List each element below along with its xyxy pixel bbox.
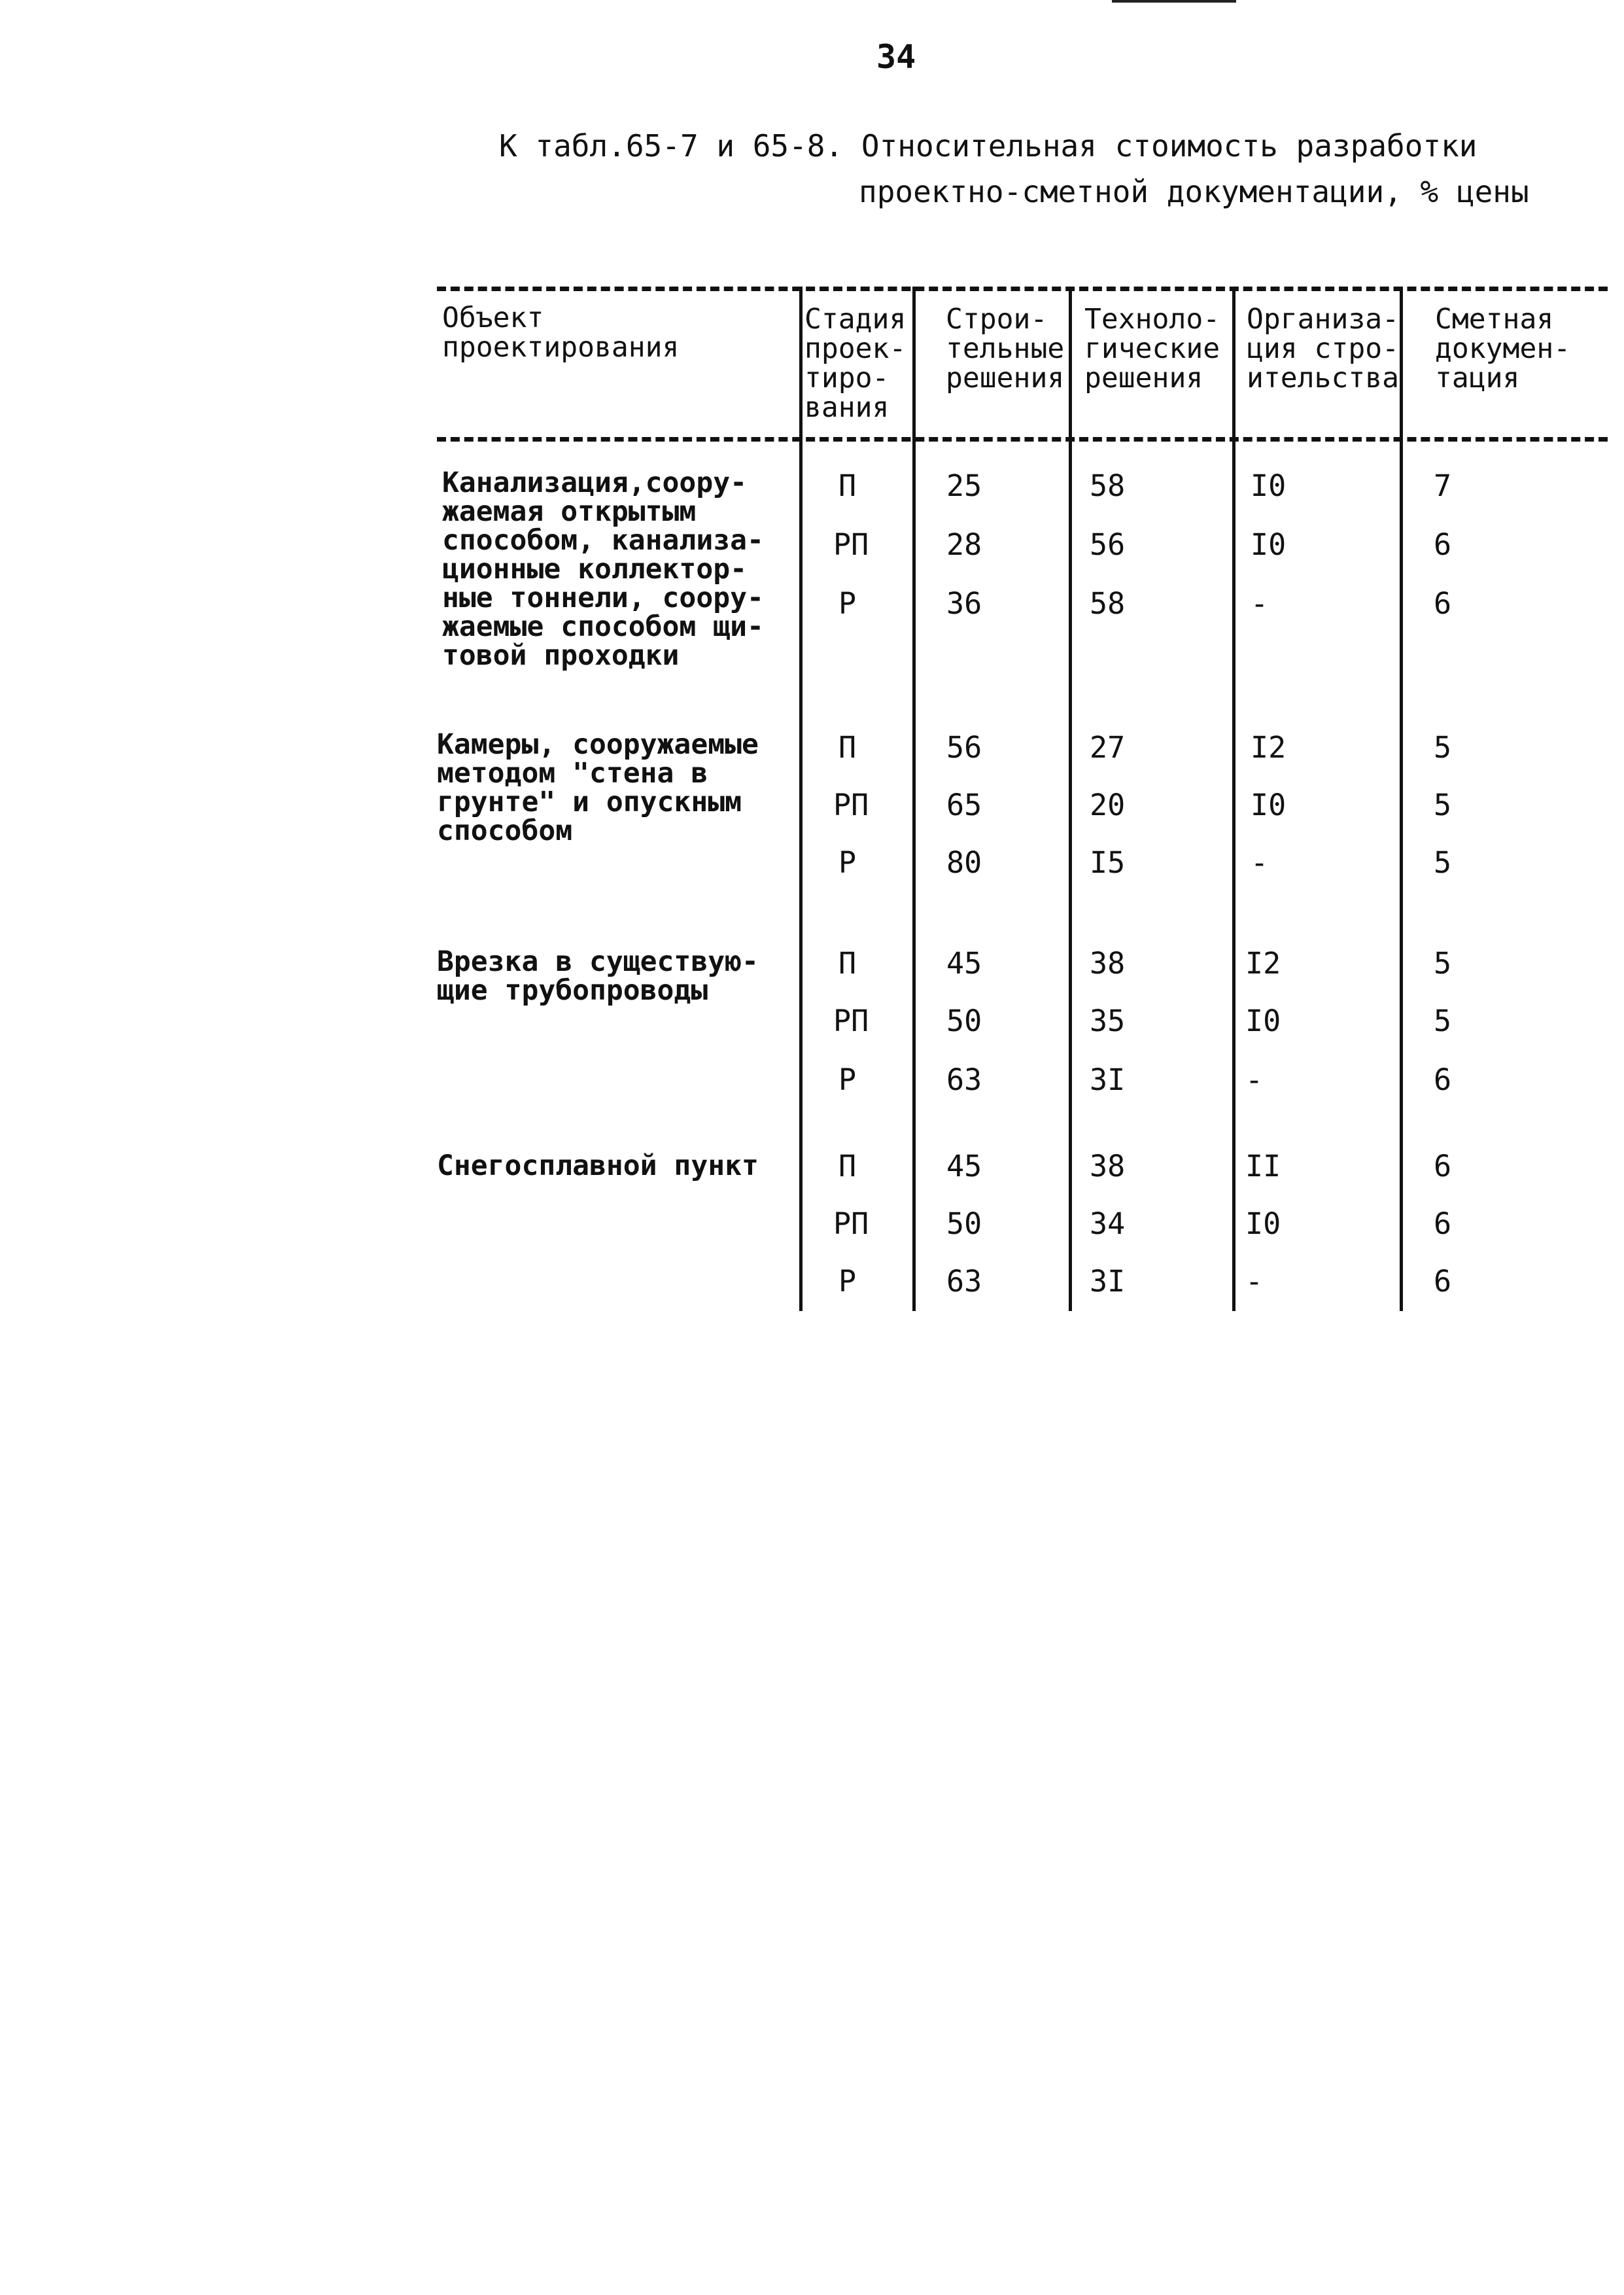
object-pipe-tapping: Врезка в существую- щие трубопроводы <box>437 945 759 1007</box>
construction-cell: 80 <box>946 845 982 880</box>
organization-cell: I0 <box>1245 1004 1281 1038</box>
column-divider-2 <box>912 287 916 1311</box>
construction-cell: 63 <box>946 1264 982 1299</box>
technology-cell: 20 <box>1090 788 1126 822</box>
header-organization: Организа- ция стро- ительства <box>1247 303 1399 394</box>
organization-cell: I2 <box>1251 730 1287 765</box>
technology-cell: 27 <box>1090 730 1126 765</box>
stage-cell: Р <box>838 845 857 880</box>
estimate-cell: 6 <box>1434 1264 1452 1299</box>
organization-cell: I2 <box>1245 946 1281 981</box>
stage-cell: Р <box>838 1264 857 1299</box>
estimate-cell: 5 <box>1434 788 1452 822</box>
stage-cell: РП <box>833 527 869 562</box>
technology-cell: 58 <box>1090 586 1126 621</box>
construction-cell: 45 <box>946 946 982 981</box>
stage-cell: РП <box>833 788 869 822</box>
stage-cell: П <box>838 946 857 981</box>
stage-cell: Р <box>838 586 857 621</box>
stage-cell: П <box>838 730 857 765</box>
header-object: Объект проектирования <box>442 302 680 364</box>
stage-cell: РП <box>833 1004 869 1038</box>
technology-cell: 34 <box>1090 1206 1126 1241</box>
construction-cell: 28 <box>946 527 982 562</box>
column-divider-1 <box>799 287 803 1311</box>
construction-cell: 25 <box>946 468 982 503</box>
organization-cell: - <box>1245 1062 1264 1097</box>
construction-cell: 50 <box>946 1206 982 1241</box>
estimate-cell: 6 <box>1434 1206 1452 1241</box>
estimate-cell: 7 <box>1434 468 1452 503</box>
top-rule <box>1112 0 1236 3</box>
estimate-cell: 6 <box>1434 1149 1452 1183</box>
column-divider-3 <box>1069 287 1072 1311</box>
construction-cell: 45 <box>946 1149 982 1183</box>
construction-cell: 65 <box>946 788 982 822</box>
technology-cell: 38 <box>1090 1149 1126 1183</box>
cost-table <box>437 287 1614 1314</box>
technology-cell: 56 <box>1090 527 1126 562</box>
organization-cell: - <box>1251 845 1269 880</box>
technology-cell: I5 <box>1090 845 1126 880</box>
organization-cell: II <box>1245 1149 1281 1183</box>
header-stage: Стадия проек- тиро- вания <box>804 303 907 424</box>
construction-cell: 50 <box>946 1004 982 1038</box>
object-chambers: Камеры, сооружаемые методом "стена в грунте" и опускным способом <box>437 728 759 847</box>
table-top-rule <box>437 287 1608 291</box>
column-divider-4 <box>1232 287 1235 1311</box>
header-technology: Техноло- гические решения <box>1084 303 1220 394</box>
object-sewerage: Канализация,соору- жаемая открытым способом, канализа- ционные коллектор- ные тоннели, соору- жаемые способом щи- товой проходки <box>442 466 764 672</box>
estimate-cell: 6 <box>1434 586 1452 621</box>
technology-cell: 38 <box>1090 946 1126 981</box>
table-caption-line-1: К табл.65-7 и 65-8. Относительная стоимость разработки <box>499 128 1477 164</box>
header-construction: Строи- тельные решения <box>946 303 1065 394</box>
estimate-cell: 6 <box>1434 527 1452 562</box>
header-estimate: Сметная докумен- тация <box>1435 303 1571 394</box>
technology-cell: 58 <box>1090 468 1126 503</box>
estimate-cell: 5 <box>1434 845 1452 880</box>
organization-cell: - <box>1245 1264 1264 1299</box>
page-number: 34 <box>876 38 916 76</box>
header-bottom-rule <box>437 437 1608 442</box>
construction-cell: 56 <box>946 730 982 765</box>
construction-cell: 36 <box>946 586 982 621</box>
stage-cell: П <box>838 468 857 503</box>
stage-cell: Р <box>838 1062 857 1097</box>
estimate-cell: 5 <box>1434 946 1452 981</box>
estimate-cell: 6 <box>1434 1062 1452 1097</box>
technology-cell: 35 <box>1090 1004 1126 1038</box>
estimate-cell: 5 <box>1434 730 1452 765</box>
organization-cell: - <box>1251 586 1269 621</box>
object-snow-melting: Снегосплавной пункт <box>437 1149 759 1182</box>
organization-cell: I0 <box>1251 527 1287 562</box>
organization-cell: I0 <box>1245 1206 1281 1241</box>
stage-cell: П <box>838 1149 857 1183</box>
stage-cell: РП <box>833 1206 869 1241</box>
estimate-cell: 5 <box>1434 1004 1452 1038</box>
table-caption-line-2: проектно-сметной документации, % цены <box>859 174 1529 209</box>
technology-cell: 3I <box>1090 1062 1126 1097</box>
organization-cell: I0 <box>1251 468 1287 503</box>
column-divider-5 <box>1400 287 1403 1311</box>
organization-cell: I0 <box>1251 788 1287 822</box>
construction-cell: 63 <box>946 1062 982 1097</box>
technology-cell: 3I <box>1090 1264 1126 1299</box>
